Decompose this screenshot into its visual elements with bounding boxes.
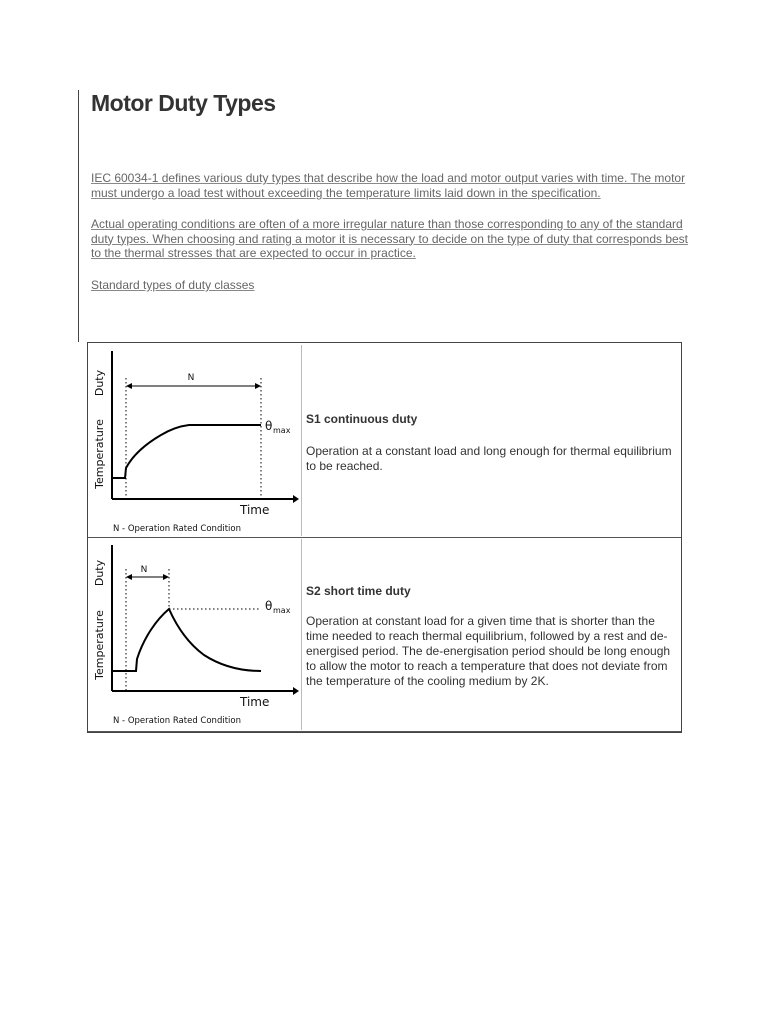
s1-theta-symbol: θ (265, 419, 273, 433)
s1-text-cell (306, 345, 678, 536)
s2-n-arrow-left-icon (126, 574, 132, 580)
s2-title: S2 short time duty (306, 584, 411, 598)
s1-xlabel-time: Time (240, 503, 270, 517)
s1-description: Operation at a constant load and long enough for thermal equilibrium to be reached. (306, 444, 672, 473)
s2-xlabel-time: Time (240, 695, 270, 709)
duty-types-table (87, 342, 682, 733)
s1-ylabel-duty: Duty (93, 369, 106, 397)
intro-paragraph-1[interactable]: IEC 60034-1 defines various duty types that describe how the load and motor output varies with time. The motor must undergo a load test without exceeding the temperature limits laid down in the specification. (91, 171, 686, 200)
s2-temperature-curve (112, 609, 261, 671)
s1-caption: N - Operation Rated Condition (113, 524, 241, 534)
s2-n-arrow-right-icon (163, 574, 169, 580)
s2-text-cell (306, 539, 678, 730)
s2-theta-subscript: max (273, 606, 291, 615)
intro-paragraph-2[interactable]: Actual operating conditions are often of a more irregular nature than those corresponding to any of the standard duty types. When choosing and rating a motor it is necessary to decide on the type of duty that corresponds best to the thermal stresses that are expected to occur in practice. (91, 217, 689, 260)
s2-diagram (89, 539, 302, 730)
s1-title: S1 continuous duty (306, 412, 418, 426)
s1-diagram (89, 345, 302, 536)
s1-n-arrow-right-icon (255, 383, 261, 389)
s2-duty-diagram-svg (89, 539, 301, 730)
s1-theta-subscript: max (273, 426, 291, 435)
s2-n-label: N (140, 565, 148, 575)
s1-x-arrow-icon (293, 495, 299, 503)
s2-caption: N - Operation Rated Condition (113, 716, 241, 726)
page-title: Motor Duty Types (91, 90, 276, 116)
s2-theta-symbol: θ (265, 599, 273, 613)
s2-description: Operation at constant load for a given time that is shorter than the time needed to reach thermal equilibrium, followed by a rest and de-energised period. The de-energisation period should be long enough to allow the motor to reach a temperature that does not deviate from the temperature of the cooling medium by 2K. (306, 614, 671, 688)
s2-ylabel-temperature: Temperature (93, 610, 106, 680)
s1-temperature-curve (112, 425, 261, 478)
left-rule (78, 90, 79, 342)
s1-duty-diagram-svg (89, 345, 301, 536)
duty-classes-link[interactable]: Standard types of duty classes (91, 278, 255, 292)
s2-x-arrow-icon (293, 687, 299, 695)
s2-ylabel-duty: Duty (93, 559, 106, 587)
table-row-s1 (88, 345, 681, 538)
table-row-s2 (88, 539, 681, 732)
s1-n-label: N (187, 373, 195, 383)
s1-ylabel-temperature: Temperature (93, 419, 106, 489)
s1-n-arrow-left-icon (126, 383, 132, 389)
